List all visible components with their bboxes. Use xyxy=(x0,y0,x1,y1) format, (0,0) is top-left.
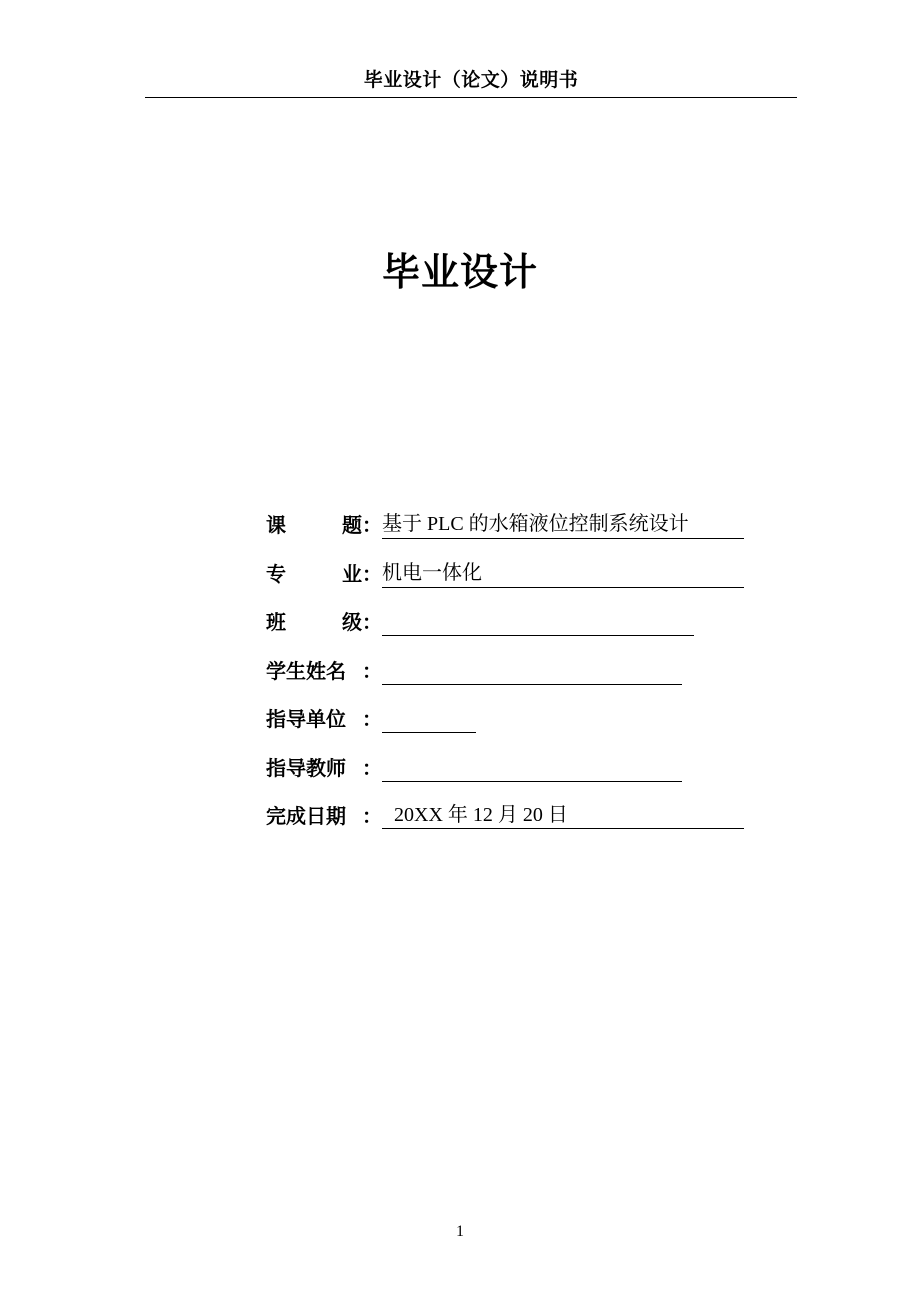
major-colon: ： xyxy=(362,561,382,586)
subject-label-char-1: 课 xyxy=(266,513,286,537)
guidance-unit-label: 指导单位 xyxy=(266,707,346,731)
subject-value: 基于 PLC 的水箱液位控制系统设计 xyxy=(382,502,744,539)
major-label xyxy=(266,549,362,599)
major-label-char-1: 专 xyxy=(266,561,286,586)
class-row xyxy=(266,597,766,646)
completion-date-value: 20XX 年 12 月 20 日 xyxy=(382,793,744,829)
student-name-row xyxy=(266,646,766,695)
advisor-label: 指导教师 xyxy=(266,755,346,780)
subject-label-char-2: 题 xyxy=(342,513,362,537)
major-value: 机电一体化 xyxy=(382,551,744,588)
completion-date-row xyxy=(266,791,766,840)
subject-colon: ： xyxy=(362,513,382,537)
class-value xyxy=(382,599,694,636)
advisor-colon: ： xyxy=(362,755,382,780)
subject-row xyxy=(266,500,766,549)
major-label-char-2: 业 xyxy=(342,561,362,586)
student-name-label: 学生姓名 xyxy=(266,658,346,683)
cover-title: 毕业设计 xyxy=(381,250,538,294)
guidance-unit-value xyxy=(382,696,476,733)
guidance-unit-colon: ： xyxy=(362,707,382,731)
class-label xyxy=(266,597,362,647)
completion-date-label: 完成日期 xyxy=(266,804,346,828)
class-label-char-1: 班 xyxy=(266,610,286,634)
page-number: 1 xyxy=(456,1223,464,1240)
completion-date-colon: ： xyxy=(362,804,382,828)
class-label-char-2: 级 xyxy=(342,610,362,634)
running-title: 毕业设计（论文）说明书 xyxy=(363,69,579,91)
advisor-value xyxy=(382,745,682,782)
guidance-unit-row xyxy=(266,694,766,743)
subject-label xyxy=(266,500,362,550)
student-name-colon: ： xyxy=(362,658,382,683)
cover-info-block xyxy=(266,500,766,840)
advisor-row xyxy=(266,743,766,792)
page-header xyxy=(145,66,797,98)
major-row xyxy=(266,549,766,598)
student-name-value xyxy=(382,648,682,685)
class-colon: ： xyxy=(362,610,382,634)
